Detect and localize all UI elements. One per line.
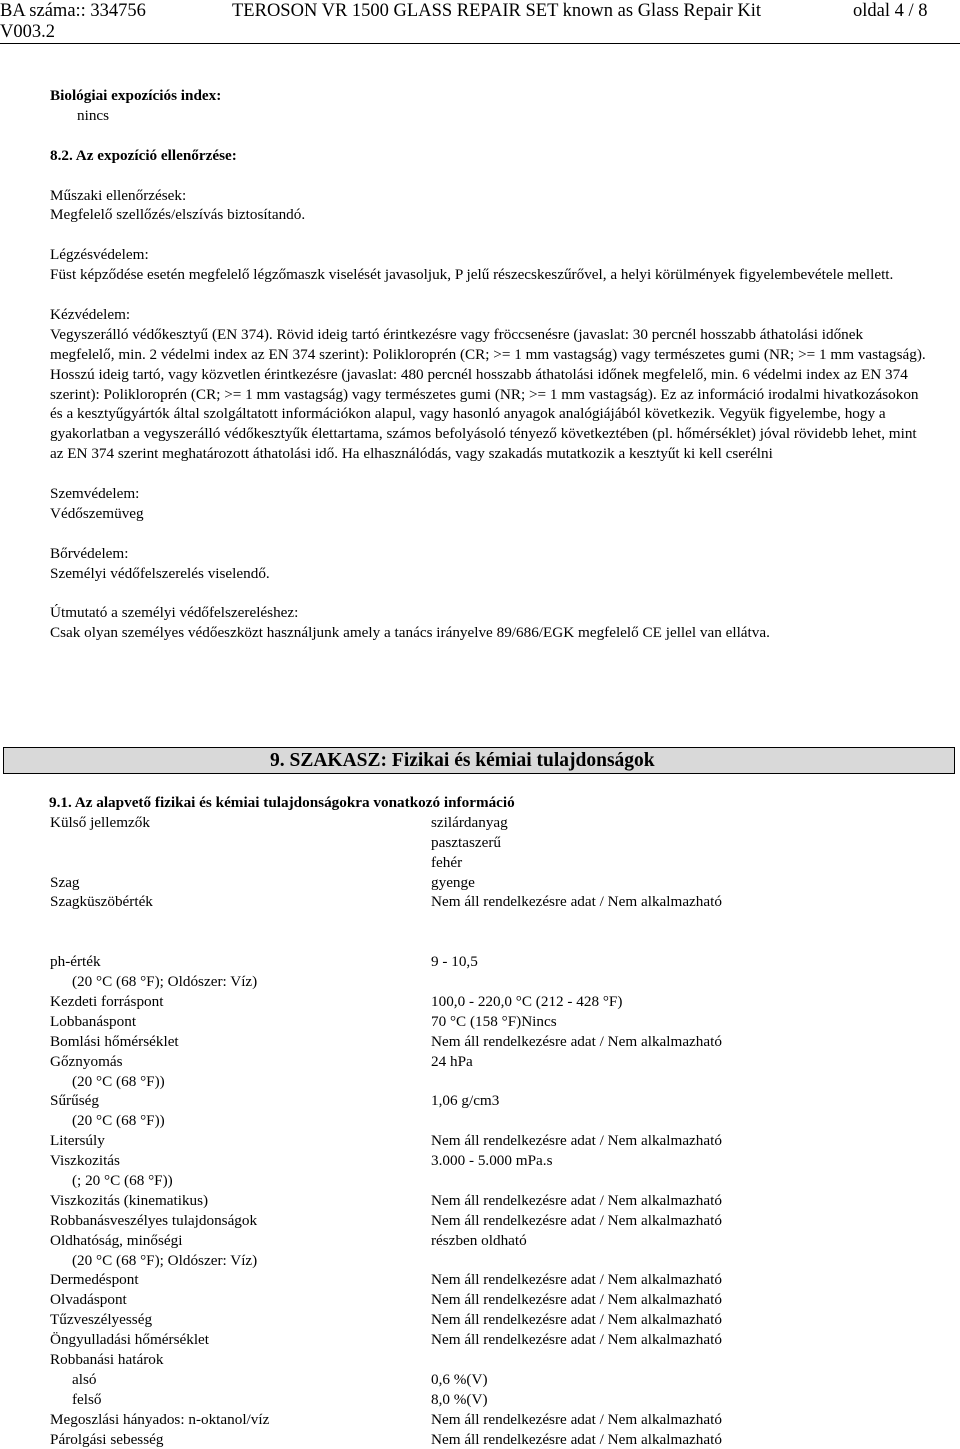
property-label: Olvadáspont <box>50 1291 127 1309</box>
property-value: Nem áll rendelkezésre adat / Nem alkalmazható <box>431 1430 722 1448</box>
property-row <box>50 1091 930 1111</box>
property-value: 24 hPa <box>431 1052 473 1070</box>
property-row <box>50 1350 930 1370</box>
property-label: Viszkozitás <box>50 1152 120 1170</box>
property-row <box>50 1032 930 1052</box>
property-row <box>50 853 930 873</box>
property-value: Nem áll rendelkezésre adat / Nem alkalmazható <box>431 1032 722 1050</box>
hand-protection-label: Kézvédelem: <box>50 305 131 323</box>
property-label: (20 °C (68 °F)) <box>72 1112 165 1130</box>
property-row <box>50 1171 930 1191</box>
property-row <box>50 1012 930 1032</box>
properties-group-2 <box>50 952 930 1449</box>
bio-index-title: Biológiai expozíciós index: <box>50 87 222 104</box>
property-label: Párolgási sebesség <box>50 1430 164 1448</box>
property-value: Nem áll rendelkezésre adat / Nem alkalmazható <box>431 1132 722 1150</box>
property-label: Dermedéspont <box>50 1271 139 1289</box>
property-row <box>50 1430 930 1449</box>
property-label: Megoszlási hányados: n-oktanol/víz <box>50 1410 270 1428</box>
property-label: Tűzveszélyesség <box>50 1311 153 1329</box>
tech-controls-text: Megfelelő szellőzés/elszívás biztosítandó. <box>50 206 306 224</box>
property-value: Nem áll rendelkezésre adat / Nem alkalmazható <box>431 1291 722 1309</box>
property-value: 8,0 %(V) <box>431 1390 488 1408</box>
property-value: 3.000 - 5.000 mPa.s <box>431 1152 553 1170</box>
property-row <box>50 1330 930 1350</box>
eye-protection-text: Védőszemüveg <box>50 504 144 522</box>
property-row <box>50 1390 930 1410</box>
property-label: Külső jellemzők <box>50 813 150 831</box>
invoice-number: BA száma:: 334756 <box>0 1 146 21</box>
property-label: Bomlási hőmérséklet <box>50 1032 179 1050</box>
property-label: Kezdeti forráspont <box>50 992 164 1010</box>
property-label: Robbanásveszélyes tulajdonságok <box>50 1211 258 1229</box>
property-row <box>50 952 930 972</box>
property-label: ph-érték <box>50 953 101 971</box>
property-row <box>50 873 930 893</box>
property-value: 9 - 10,5 <box>431 953 478 971</box>
property-value: Nem áll rendelkezésre adat / Nem alkalmazható <box>431 1410 722 1428</box>
property-row <box>50 1211 930 1231</box>
property-row <box>50 1072 930 1092</box>
respiratory-text: Füst képződése esetén megfelelő légzőmaszk viselését javasoljuk, P jelű részecskeszűrővel, a helyi körülmények figyelembevétele mellett. <box>50 266 894 284</box>
property-value: Nem áll rendelkezésre adat / Nem alkalmazható <box>431 1311 722 1329</box>
skin-protection-text: Személyi védőfelszerelés viselendő. <box>50 564 270 582</box>
property-row <box>50 1052 930 1072</box>
property-row <box>50 833 930 853</box>
property-value: 100,0 - 220,0 °C (212 - 428 °F) <box>431 992 623 1010</box>
property-label: Litersúly <box>50 1132 105 1150</box>
page-header <box>0 0 960 46</box>
hand-protection-text: Vegyszerálló védőkesztyű (EN 374). Rövid ideig tartó érintkezésre vagy fröccsenésre (javaslat: 30 percnél hosszabb áthatolási időnek megfelelő, min. 2 védelmi index az EN 374 szerint): Polikloroprén (CR; >= 1 mm vastagság) vagy természetes gumi (NR; >= 1 mm vastagság). Hosszú ideig tartó, vagy közvetlen érintkezésre (javaslat: 480 percnél hosszabb áthatolási időnek megfelelő, min. 6 védelmi index az EN 374 szerint): Polikloroprén (CR; >= 1 mm vastagság) vagy természetes gumi (NR; >= 1 mm vastagság). Ez az információ irodalmi hivatkozásokon és a kesztyűgyártók által szolgáltatott információkon alapul, vagy hasonló anyagok analógiájából következik. Vegyük figyelembe, hogy a gyakorlatban a vegyszerálló védőkesztyűk élettartama, számos befolyásoló tényező következtében (pl. hőmérséklet) jóval rövidebb lehet, mint az EN 374 szerint meghatározott áthatolási idő. Ha elhasználódás, vagy szakadás mutatkozik a kesztyűt ki kell cserélni <box>50 325 926 463</box>
properties-subtitle: 9.1. Az alapvető fizikai és kémiai tulajdonságokra vonatkozó információ <box>49 794 515 811</box>
property-value: Nem áll rendelkezésre adat / Nem alkalmazható <box>431 893 722 911</box>
property-row <box>50 1151 930 1171</box>
property-row <box>50 1270 930 1290</box>
property-value: szilárdanyag <box>431 813 508 831</box>
property-value: 70 °C (158 °F)Nincs <box>431 1012 557 1030</box>
property-value: Nem áll rendelkezésre adat / Nem alkalmazható <box>431 1211 722 1229</box>
property-label: (20 °C (68 °F); Oldószer: Víz) <box>72 1251 258 1269</box>
property-value: Nem áll rendelkezésre adat / Nem alkalmazható <box>431 1331 722 1349</box>
property-row <box>50 1290 930 1310</box>
property-label: Szagküszöbérték <box>50 893 153 911</box>
property-label: Gőznyomás <box>50 1052 123 1070</box>
property-value: fehér <box>431 853 463 871</box>
property-value: Nem áll rendelkezésre adat / Nem alkalmazható <box>431 1191 722 1209</box>
property-row <box>50 892 930 912</box>
property-label: Öngyulladási hőmérséklet <box>50 1331 210 1349</box>
eye-protection-label: Szemvédelem: <box>50 485 140 503</box>
property-row <box>50 1410 930 1430</box>
property-value: pasztaszerű <box>431 833 501 851</box>
property-label: Oldhatóság, minőségi <box>50 1231 183 1249</box>
property-label: alsó <box>72 1370 97 1388</box>
property-row <box>50 1370 930 1390</box>
bio-index-value: nincs <box>77 106 110 124</box>
physical-properties <box>50 793 930 1449</box>
exposure-control-title: 8.2. Az expozíció ellenőrzése: <box>50 146 237 164</box>
property-label: felső <box>72 1390 102 1408</box>
property-label: Robbanási határok <box>50 1350 164 1368</box>
property-row <box>50 1310 930 1330</box>
group-spacer <box>50 912 930 952</box>
skin-protection-label: Bőrvédelem: <box>50 544 129 562</box>
property-label: Szag <box>50 873 80 891</box>
page-number: oldal 4 / 8 <box>853 1 928 21</box>
document-title: TEROSON VR 1500 GLASS REPAIR SET known as Glass Repair Kit <box>232 1 762 21</box>
header-rule <box>0 43 960 44</box>
ppe-guidance-label: Útmutató a személyi védőfelszereléshez: <box>50 604 299 622</box>
property-label: Lobbanáspont <box>50 1012 137 1030</box>
property-label: Sűrűség <box>50 1092 99 1110</box>
property-row <box>50 1131 930 1151</box>
property-label: (20 °C (68 °F)) <box>72 1072 165 1090</box>
section-9-banner <box>3 747 955 774</box>
property-value: gyenge <box>431 873 475 891</box>
property-value: Nem áll rendelkezésre adat / Nem alkalmazható <box>431 1271 722 1289</box>
tech-controls-label: Műszaki ellenőrzések: <box>50 186 187 204</box>
property-label: Viszkozitás (kinematikus) <box>50 1191 209 1209</box>
property-value: 0,6 %(V) <box>431 1370 488 1388</box>
property-value: 1,06 g/cm3 <box>431 1092 500 1110</box>
property-row <box>50 1111 930 1131</box>
property-row <box>50 1251 930 1271</box>
property-value: részben oldható <box>431 1231 527 1249</box>
property-label: (20 °C (68 °F); Oldószer: Víz) <box>72 973 258 991</box>
property-label: (; 20 °C (68 °F)) <box>72 1171 173 1189</box>
respiratory-label: Légzésvédelem: <box>50 246 149 264</box>
property-row <box>50 972 930 992</box>
ppe-guidance-text: Csak olyan személyes védőeszközt használjunk amely a tanács irányelve 89/686/EGK megfelelő CE jellel van ellátva. <box>50 624 770 642</box>
property-row <box>50 1231 930 1251</box>
section-9-title: 9. SZAKASZ: Fizikai és kémiai tulajdonságok <box>270 750 655 771</box>
property-row <box>50 813 930 833</box>
property-row <box>50 992 930 1012</box>
properties-group-1 <box>50 813 930 912</box>
property-row <box>50 1191 930 1211</box>
section-8-content <box>50 86 930 643</box>
version: V003.2 <box>0 22 55 42</box>
